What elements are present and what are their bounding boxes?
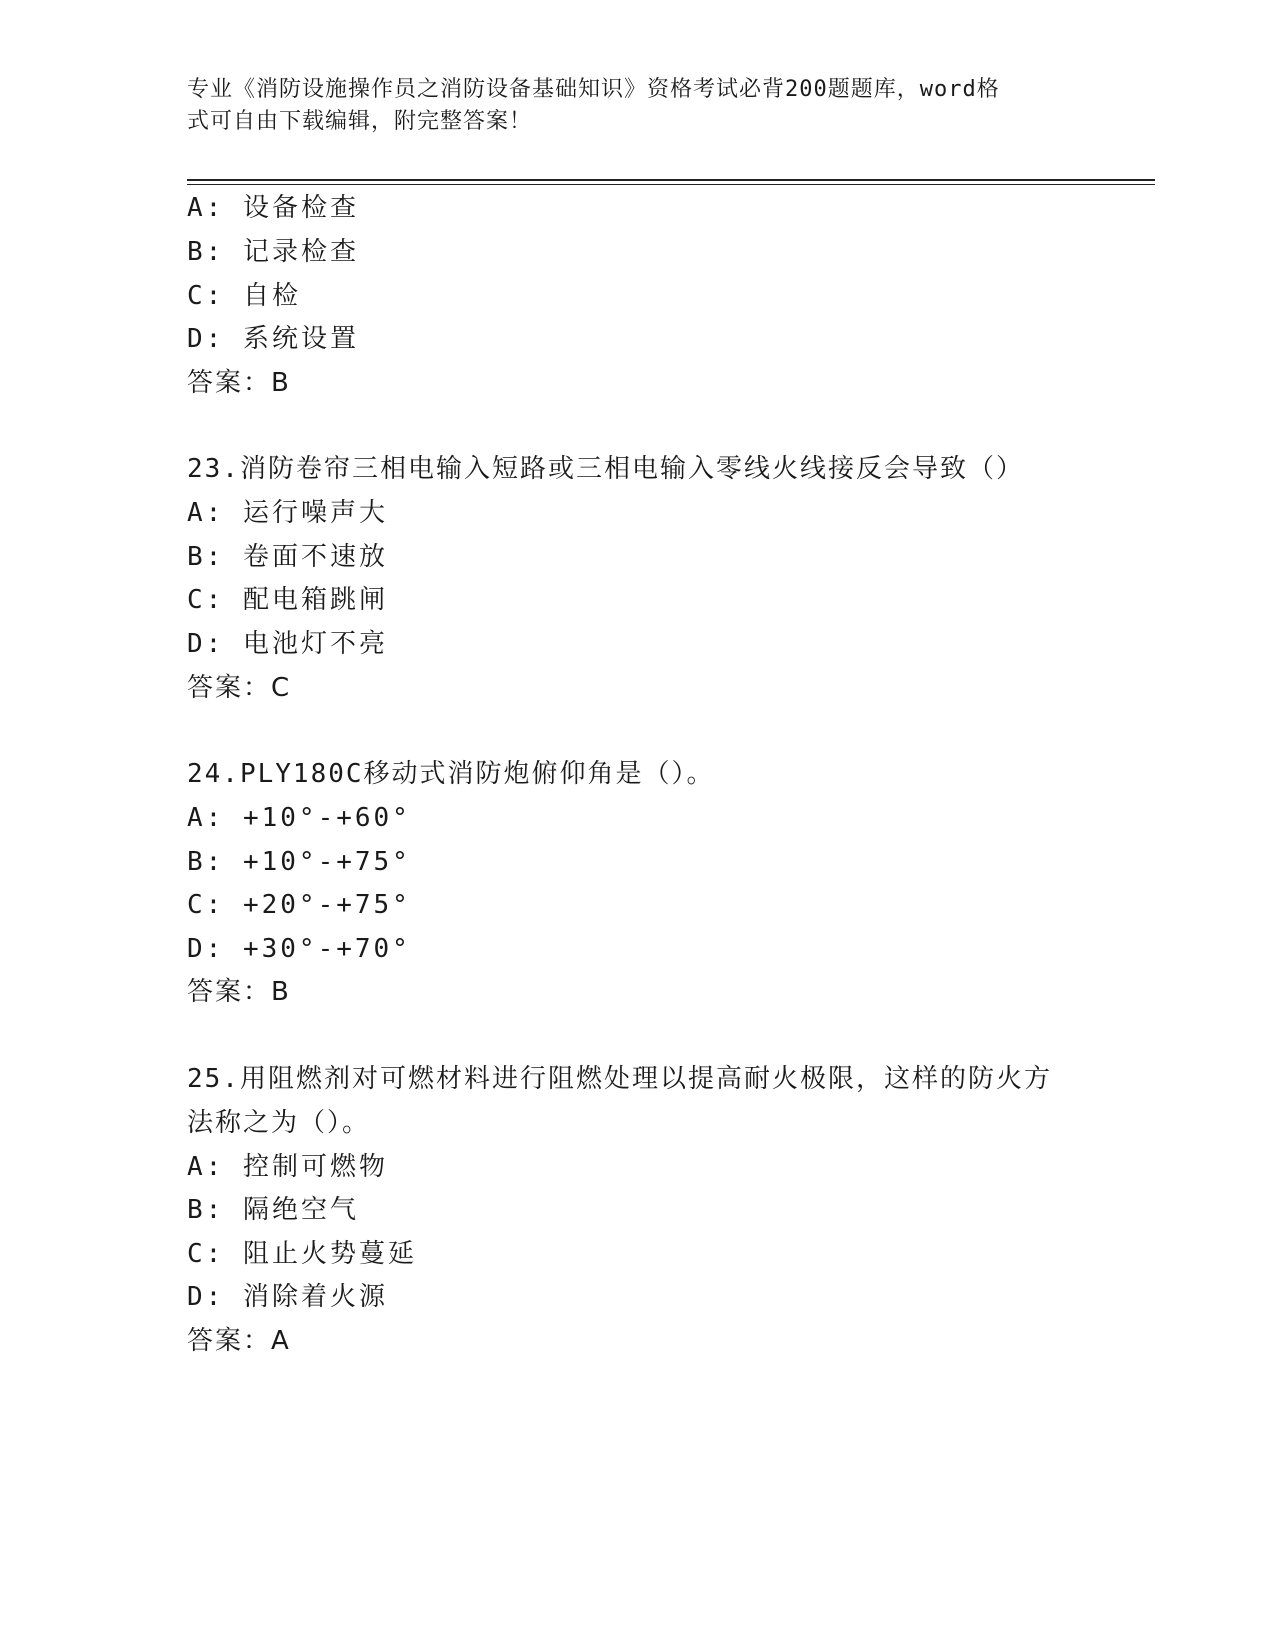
q24-question: 24.PLY180C移动式消防炮俯仰角是（）。: [187, 759, 715, 789]
q24-option-a: A: +10°-+60°: [187, 803, 411, 833]
q23-answer: 答案：C: [187, 673, 292, 703]
header-divider-thin: [187, 184, 1155, 185]
q23-option-a: A: 运行噪声大: [187, 498, 388, 528]
document-header: [187, 74, 1067, 138]
q25-option-c: C: 阻止火势蔓延: [187, 1239, 417, 1269]
q22-answer: 答案：B: [187, 368, 291, 398]
q24-option-b: B: +10°-+75°: [187, 847, 411, 877]
q24-option-d: D: +30°-+70°: [187, 934, 411, 964]
q24-option-c: C: +20°-+75°: [187, 890, 411, 920]
q23-option-c: C: 配电箱跳闸: [187, 585, 388, 615]
header-line-2: 式可自由下载编辑，附完整答案！: [187, 109, 533, 134]
header-divider: [187, 179, 1155, 181]
q22-option-c: C: 自检: [187, 281, 301, 311]
q25-answer: 答案：A: [187, 1326, 291, 1356]
q23-question: 23.消防卷帘三相电输入短路或三相电输入零线火线接反会导致（）: [187, 454, 1024, 484]
q25-question-line-1: 25.用阻燃剂对可燃材料进行阻燃处理以提高耐火极限，这样的防火方: [187, 1064, 1052, 1094]
q22-option-b: B: 记录检查: [187, 237, 359, 267]
q25-option-a: A: 控制可燃物: [187, 1152, 388, 1182]
q22-option-a: A: 设备检查: [187, 193, 359, 223]
q22-option-d: D: 系统设置: [187, 324, 359, 354]
q25-option-b: B: 隔绝空气: [187, 1195, 359, 1225]
header-line-1: 专业《消防设施操作员之消防设备基础知识》资格考试必背200题题库，word格: [187, 77, 1000, 102]
q24-answer: 答案：B: [187, 977, 291, 1007]
q23-option-b: B: 卷面不速放: [187, 542, 388, 572]
q25-option-d: D: 消除着火源: [187, 1282, 388, 1312]
q23-option-d: D: 电池灯不亮: [187, 629, 388, 659]
q25-question-line-2: 法称之为（）。: [187, 1108, 371, 1138]
